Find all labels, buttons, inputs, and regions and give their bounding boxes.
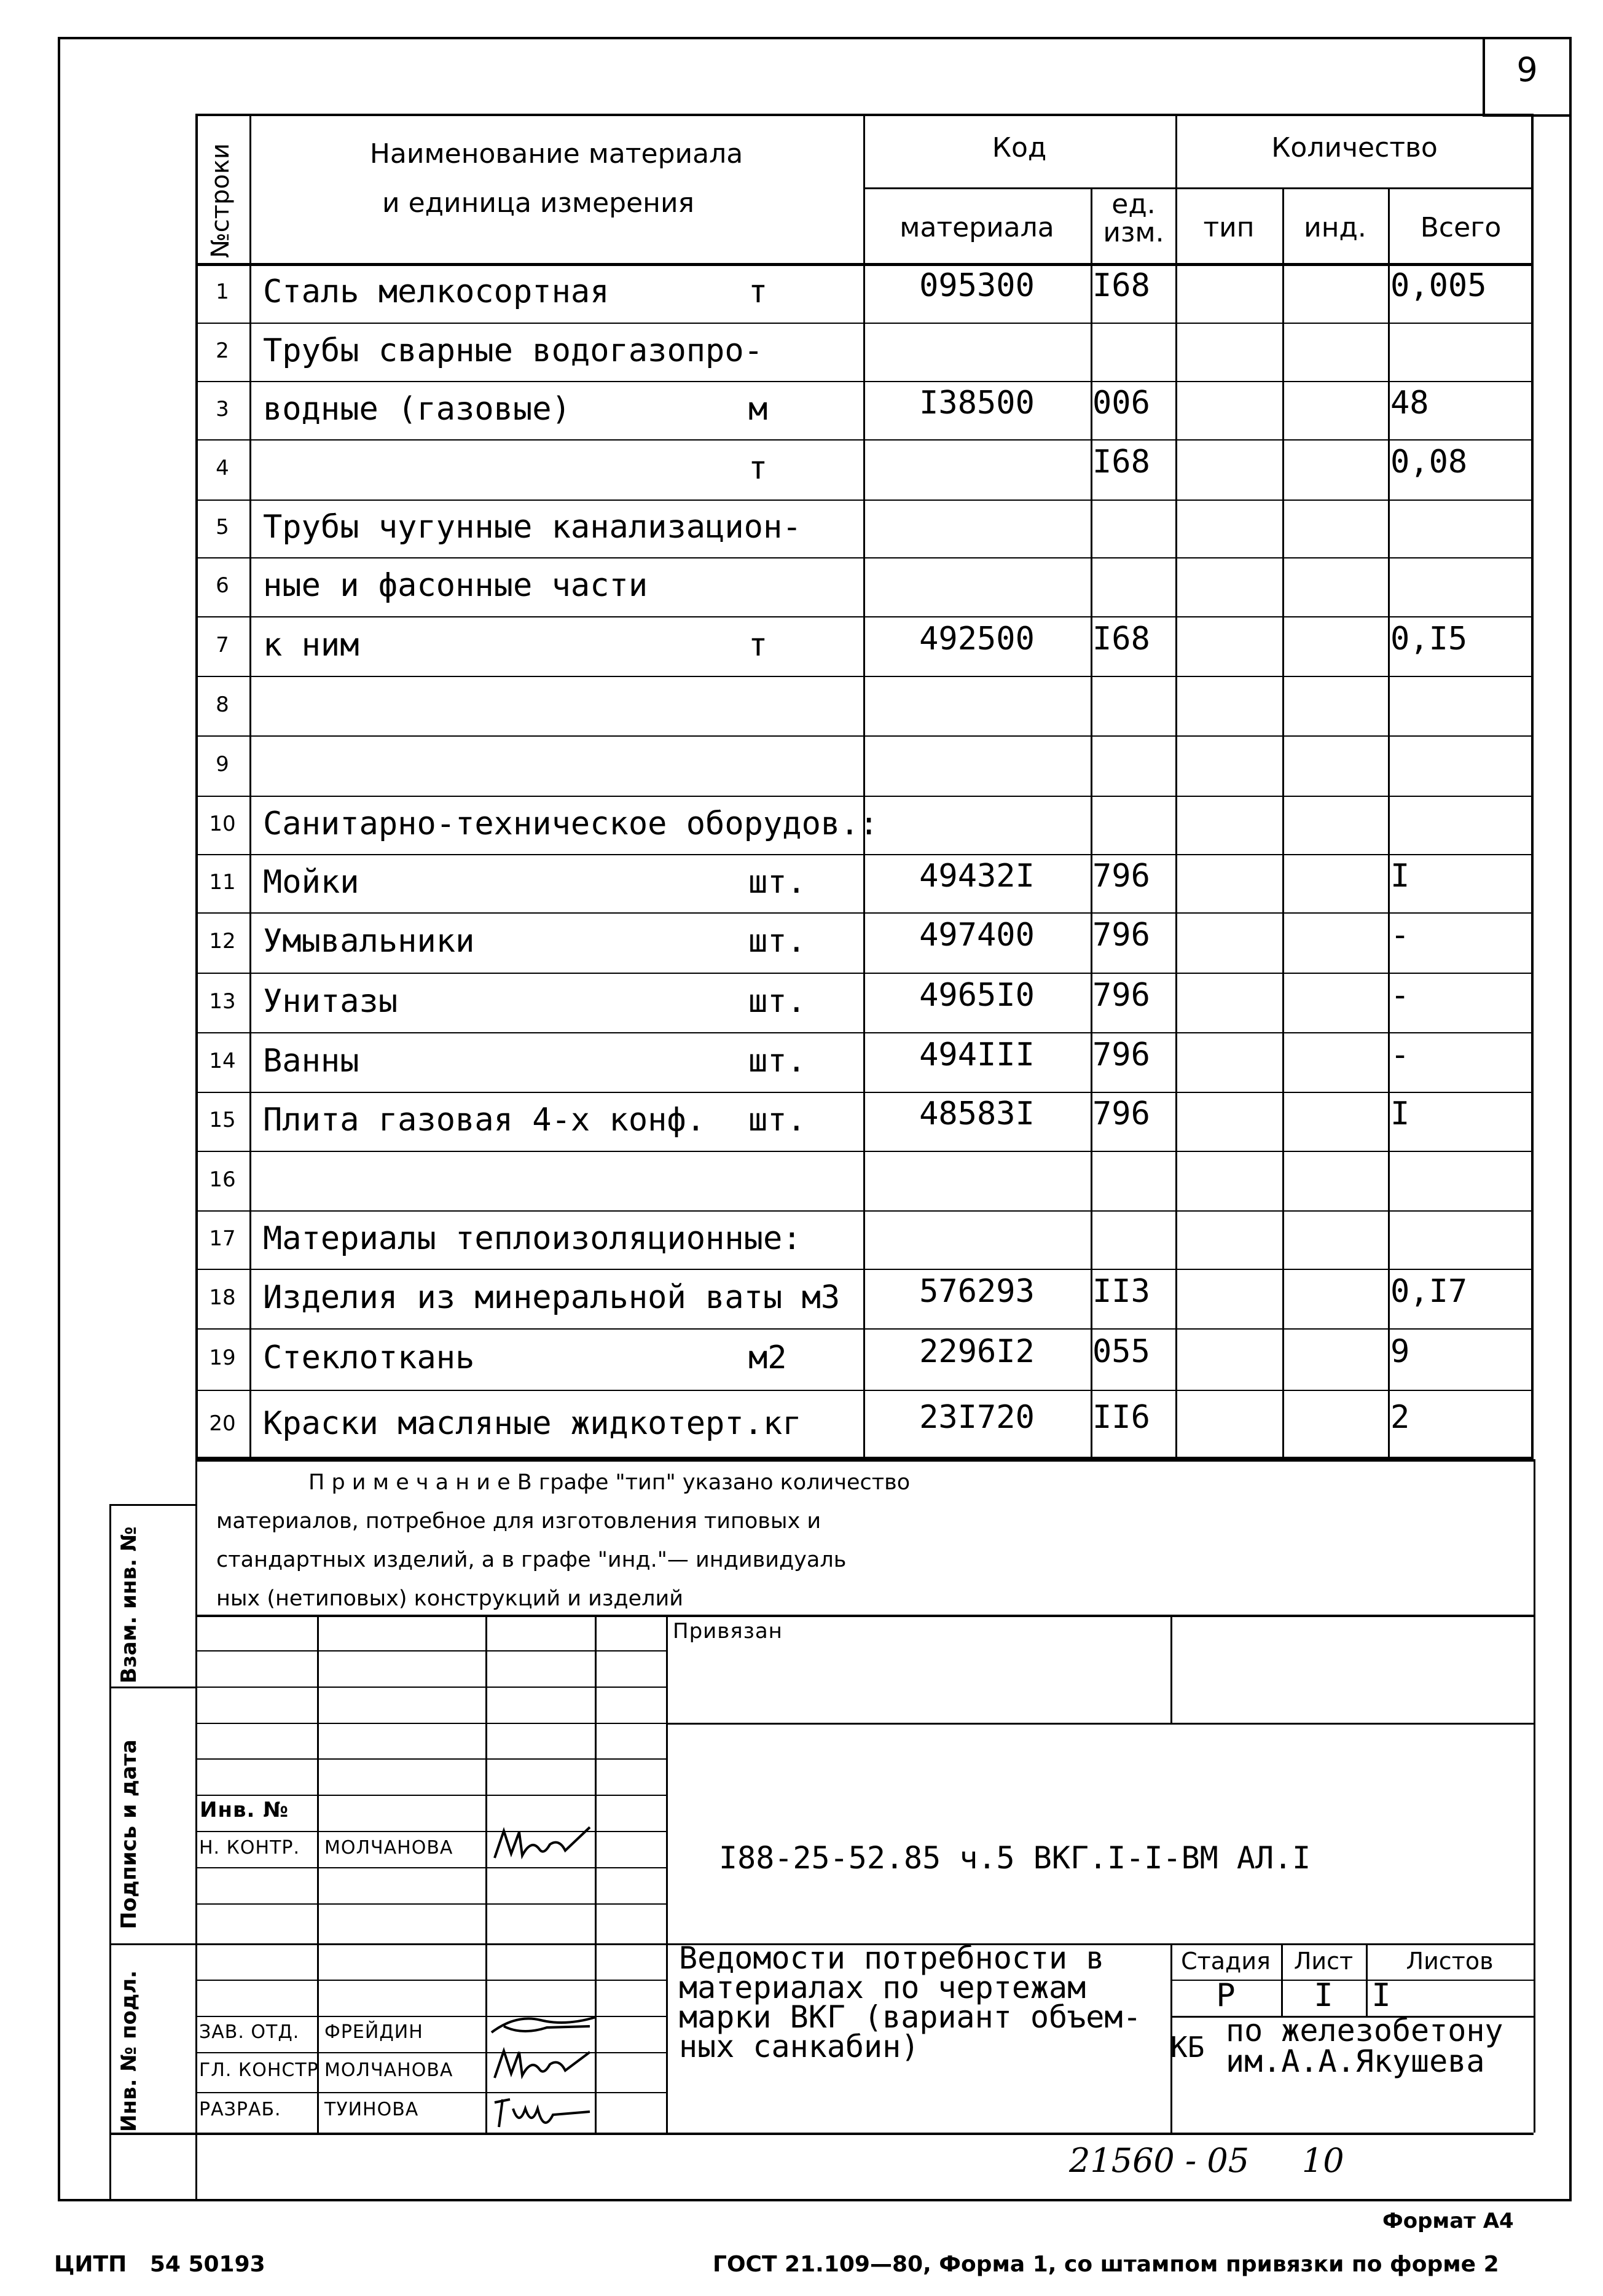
drawing-title-line: ных санкабин) — [679, 2029, 920, 2064]
quantity-header: Количество — [1271, 132, 1438, 163]
table-row — [195, 1328, 1534, 1390]
org-line2: им.А.А.Якушева — [1226, 2043, 1485, 2079]
sheet-number: 9 — [1516, 50, 1538, 89]
footer-left: ЦИТП 54 50193 — [54, 2252, 265, 2277]
drawing-title — [679, 1940, 1142, 2064]
cell-name: Изделия из минеральной ваты м3 — [263, 1279, 841, 1316]
signer-role: ЗАВ. ОТД. — [199, 2021, 300, 2043]
cell-total: - — [1390, 976, 1410, 1014]
table-row — [195, 1092, 1534, 1151]
code-material-header: материала — [899, 212, 1054, 243]
signature-image — [485, 2084, 602, 2133]
table-row — [195, 1269, 1534, 1328]
cell-unit: т — [748, 273, 768, 310]
note-line: материалов, потребное для изготовления типовых и — [216, 1509, 821, 1534]
cell-total: 0,I5 — [1390, 620, 1468, 657]
cell-n: 7 — [216, 632, 229, 657]
cell-total: 2 — [1390, 1398, 1410, 1436]
org-line1: по железобетону — [1226, 2013, 1503, 2048]
cell-ucode: 796 — [1092, 917, 1150, 954]
sheets-label: Листов — [1406, 1948, 1494, 1975]
cell-name: Умывальники — [263, 923, 475, 960]
name-header-line2: и единица измерения — [382, 187, 695, 219]
cell-code: 492500 — [919, 620, 1035, 657]
table-row — [195, 1151, 1534, 1210]
cell-n: 2 — [216, 338, 229, 363]
cell-name: водные (газовые) — [263, 390, 571, 428]
cell-unit: т — [748, 626, 768, 664]
cell-n: 6 — [216, 573, 229, 598]
cell-name: Стеклоткань — [263, 1339, 475, 1376]
cell-total: - — [1390, 917, 1410, 954]
cell-code: 4965I0 — [919, 976, 1035, 1014]
cell-n: 20 — [209, 1411, 236, 1436]
signer-role: ГЛ. КОНСТР — [199, 2059, 319, 2081]
inv-no-label: Инв. № — [200, 1798, 289, 1822]
qty-type-header: тип — [1203, 212, 1255, 243]
cell-n: 8 — [216, 692, 229, 717]
cell-ucode: II6 — [1092, 1398, 1150, 1436]
note-line: стандартных изделий, а в графе "инд."— индивидуаль — [216, 1548, 847, 1572]
org-prefix: КБ — [1170, 2031, 1205, 2064]
table-row — [195, 500, 1534, 557]
table-row — [195, 735, 1534, 796]
cell-name: Мойки — [263, 863, 359, 901]
cell-total: - — [1390, 1036, 1410, 1073]
cell-name: Сталь мелкосортная — [263, 273, 609, 310]
cell-n: 5 — [216, 515, 229, 539]
cell-n: 11 — [209, 869, 236, 895]
cell-unit: шт. — [748, 863, 806, 901]
drawing-designation: I88-25-52.85 ч.5 ВКГ.I-I-ВМ АЛ.I — [719, 1840, 1311, 1876]
cell-name: Трубы сварные водогазопро- — [263, 332, 763, 369]
table-row — [195, 323, 1534, 381]
cell-ucode: I68 — [1092, 444, 1150, 480]
table-row — [195, 854, 1534, 912]
signature-image — [485, 1820, 602, 1869]
table-row — [195, 263, 1534, 323]
side-label-vzam: Взам. инв. № — [117, 1526, 141, 1683]
cell-ucode: II3 — [1092, 1272, 1150, 1310]
cell-unit: шт. — [748, 982, 806, 1020]
note-line: П р и м е ч а н и е В графе "тип" указано количество — [308, 1470, 911, 1495]
format-label: Формат А4 — [1382, 2209, 1514, 2233]
row-number-header: №строки — [206, 143, 235, 258]
signer-name: МОЛЧАНОВА — [324, 2059, 453, 2081]
cell-n: 10 — [209, 811, 236, 836]
cell-ucode: I68 — [1092, 620, 1150, 657]
cell-unit: т — [748, 450, 768, 487]
cell-name: Трубы чугунные канализацион- — [263, 509, 802, 546]
cell-n: 18 — [209, 1285, 236, 1310]
stage-value: Р — [1216, 1977, 1236, 2014]
cell-name: Материалы теплоизоляционные: — [263, 1220, 802, 1257]
cell-ucode: I68 — [1092, 267, 1150, 304]
cell-n: 3 — [216, 396, 229, 421]
cell-unit: м2 — [748, 1339, 787, 1376]
cell-total: 9 — [1390, 1333, 1410, 1370]
note-line: ных (нетиповых) конструкций и изделий — [216, 1586, 684, 1611]
cell-code: I38500 — [919, 384, 1035, 421]
cell-n: 19 — [209, 1346, 236, 1370]
cell-n: 1 — [216, 279, 229, 304]
table-row — [195, 676, 1534, 735]
table-row — [195, 616, 1534, 676]
side-label-podpis: Подпись и дата — [117, 1739, 141, 1929]
cell-ucode: 796 — [1092, 1036, 1150, 1073]
cell-n: 13 — [209, 989, 236, 1014]
qty-ind-header: инд. — [1304, 212, 1366, 243]
cell-n: 17 — [209, 1226, 236, 1251]
cell-unit: м — [748, 390, 768, 428]
table-row — [195, 1390, 1534, 1459]
cell-name: Унитазы — [263, 982, 398, 1020]
footer-right: ГОСТ 21.109—80, Форма 1, со штампом привязки по форме 2 — [713, 2252, 1499, 2277]
table-row — [195, 1210, 1534, 1269]
cell-code: 49432I — [919, 857, 1035, 895]
cell-ucode: 796 — [1092, 976, 1150, 1014]
cell-unit: шт. — [748, 1102, 806, 1138]
cell-code: 48583I — [919, 1095, 1035, 1132]
table-row — [195, 796, 1534, 854]
signature-image — [485, 2040, 602, 2089]
cell-total: 0,005 — [1390, 267, 1487, 304]
cell-code: 23I720 — [919, 1398, 1035, 1436]
cell-code: 497400 — [919, 917, 1035, 954]
cell-name: Санитарно-техническое оборудов.: — [263, 805, 879, 842]
signature-image — [479, 2002, 602, 2045]
cell-n: 12 — [209, 929, 236, 954]
signer-name: ТУИНОВА — [324, 2099, 419, 2120]
cell-name: ные и фасонные части — [263, 567, 648, 604]
stage-label: Стадия — [1181, 1948, 1271, 1975]
signer-name: МОЛЧАНОВА — [324, 1837, 453, 1859]
sheet-label: Лист — [1293, 1948, 1354, 1975]
cell-total: I — [1390, 1095, 1410, 1132]
name-header-line1: Наименование материала — [369, 138, 743, 170]
handwritten-number: 21560 - 05 10 — [1069, 2141, 1344, 2180]
cell-code: 2296I2 — [919, 1333, 1035, 1370]
table-row — [195, 439, 1534, 500]
cell-ucode: 796 — [1092, 1095, 1150, 1132]
cell-name: Краски масляные жидкотерт.кг — [263, 1405, 802, 1442]
drawing-title-line: марки ВКГ (вариант объем- — [679, 1999, 1142, 2035]
cell-n: 9 — [216, 752, 229, 777]
signer-role: Н. КОНТР. — [199, 1837, 300, 1859]
table-row — [195, 1032, 1534, 1092]
cell-total: 0,I7 — [1390, 1272, 1468, 1310]
sheet-value: I — [1314, 1977, 1333, 2014]
cell-ucode: 055 — [1092, 1333, 1150, 1370]
code-header: Код — [992, 132, 1047, 163]
table-row — [195, 557, 1534, 616]
cell-n: 15 — [209, 1108, 236, 1132]
cell-unit: шт. — [748, 923, 806, 960]
sheets-value: I — [1371, 1977, 1391, 2014]
table-row — [195, 973, 1534, 1032]
cell-code: 576293 — [919, 1272, 1035, 1310]
signer-role: РАЗРАБ. — [199, 2099, 281, 2120]
side-label-inv: Инв. № подл. — [117, 1970, 141, 2132]
cell-n: 16 — [209, 1167, 236, 1192]
cell-ucode: 006 — [1092, 384, 1150, 421]
cell-code: 494III — [919, 1036, 1035, 1073]
cell-n: 14 — [209, 1048, 236, 1073]
code-unit-header: ед. изм. — [1103, 189, 1164, 248]
privyazan-label: Привязан — [673, 1619, 783, 1644]
cell-ucode: 796 — [1092, 857, 1150, 895]
table-row — [195, 381, 1534, 439]
drawing-title-line: материалах по чертежам — [679, 1970, 1086, 2005]
drawing-title-line: Ведомости потребности в — [679, 1940, 1105, 1976]
table-row — [195, 912, 1534, 973]
cell-code: 095300 — [919, 267, 1035, 304]
cell-total: 0,08 — [1390, 444, 1468, 480]
qty-total-header: Всего — [1420, 212, 1502, 243]
cell-name: Плита газовая 4-х конф. — [263, 1102, 706, 1138]
cell-name: Ванны — [263, 1042, 359, 1079]
cell-name: к ним — [263, 626, 359, 664]
note-text — [216, 1463, 1015, 1618]
cell-unit: шт. — [748, 1042, 806, 1079]
cell-total: I — [1390, 857, 1410, 895]
cell-total: 48 — [1390, 384, 1429, 421]
cell-n: 4 — [216, 456, 229, 480]
signer-name: ФРЕЙДИН — [324, 2021, 423, 2043]
